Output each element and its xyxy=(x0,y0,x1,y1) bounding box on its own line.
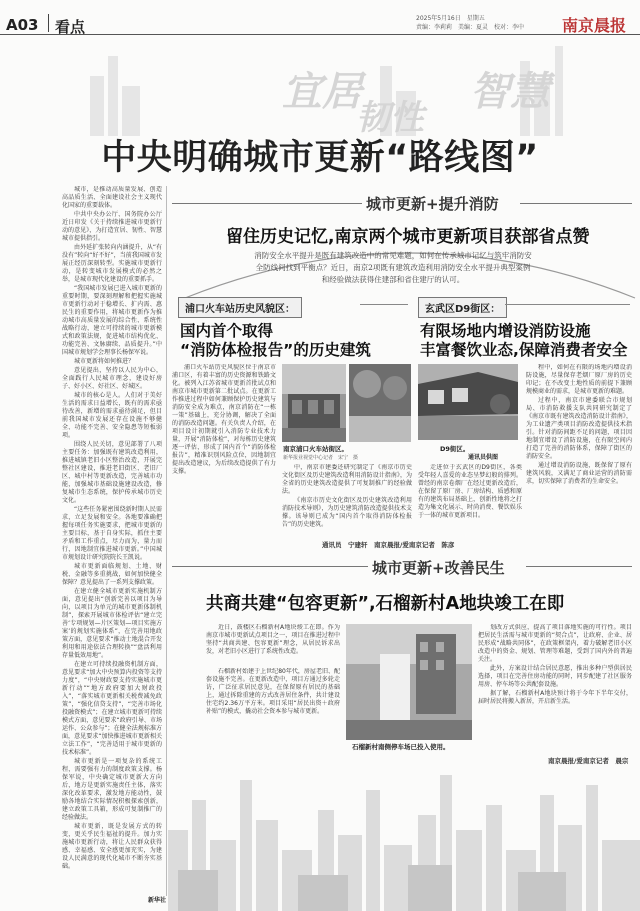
article2-title: 共商共建“包容更新”,石榴新村A地块竣工在即 xyxy=(206,594,565,614)
photo2-credit: 通讯员供图 xyxy=(468,454,499,461)
photo1-caption: 南京浦口火车站街区。 xyxy=(283,445,348,453)
pukou-street-photo xyxy=(349,364,411,442)
banner-rule-left xyxy=(172,203,362,204)
agency-credit: 新华社 xyxy=(148,897,167,904)
paragraph: 通过增设消防设施，既保留了原有建筑风貌，又满足了商业运营的消防需求，切实保障了消费者的生命安全。 xyxy=(526,462,632,485)
paragraph: 中，南京市建委还研究制定了《南京市历史文化街区及历史建筑改造利用消防设计指南》，为全省的历史建筑改造提供了可复制推广的经验做法。 xyxy=(282,464,412,495)
paragraph: 《南京市历史文化街区及历史建筑改造利用消防技术导则》，为历史建筑消防改造提供技术支撑。该导则已成为“国内首个取得消防体检报告”的历史建筑。 xyxy=(282,497,412,528)
paragraph: 划改方式供应，提高了项目落地实施的可行性。项目把居民生活需与城市更新的“契合点”，让政府、企业、居民形成“战略共同体”，在政策框架内，着力破解老旧小区改造中的资金、规划、管理等难题，受到了国内外的普遍关注。 xyxy=(478,624,632,663)
left-column-article xyxy=(62,186,162,892)
paragraph: 城市更新将如何推进？ xyxy=(74,358,135,365)
paragraph: 城市的核心是人。人们对于美好生活的需求日益增长，既有的需求亟待改善，新增的需求亟待满足，但目前我国城市发展还存在设施不够健全、功能不完善、安全隐患等短板弱项。 xyxy=(62,392,162,439)
city-skyline-illustration xyxy=(168,760,640,911)
paragraph: 走进位于玄武区的D9街区，各类受年轻人喜爱的业态呈梦幻般的排列。曾经的南京卷烟厂在经过更新改造后，在保留了原厂房、厂房结构、质感和原有的建筑布局基础上，创新性地将之打造为集文化展示、时尚消费、餐饮娱乐于一体的城市更新项目。 xyxy=(418,464,522,519)
photo3-caption: 石榴新村南侧停车场已投入使用。 xyxy=(352,743,450,751)
paragraph: 在建立健全城市更新实施机制方面，意见提出“创新完善以项目为导向，以项目为单元的城市更新体制机制”，探索开展城市体检评估“建立完善‘专项规划—片区策划—项目实施方案’的规划实施体系”，在完善用地政策方面，意见要求“推动土地混合开发利用和用途依法合理转换”“盘活利用存量低效用地”。 xyxy=(62,588,162,659)
newspaper-logo: 南京晨报 xyxy=(561,16,626,35)
article2-col2 xyxy=(206,668,340,758)
page-header xyxy=(0,0,640,35)
article1-body-right-b xyxy=(526,364,632,534)
paragraph: 城市更新是一项复杂的系统工程，需要强有力的制度政策支撑。杨保军说，中央确定城市更新大方向后，地方是更新实施责任主体，落实深化改革要求，激发地方能动性，鼓励各地结合实际情况积极探索创新，建立政策工具箱，形成可复制推广的经验做法。 xyxy=(62,758,162,821)
paragraph: 在建立可持续投融资机制方面，意见要求“加大中央预算内投资等支持力度”，“中央财政要支持实施城市更新行动”“地方政府要加大财政投入”，“落实城市更新相关税费减免政策”，“强化信贷支持”，“完善市场化投融资模式”；在建立城市更新可持续模式方面，意见要求“政府引导、市场运作、公众参与”；在健全法规标准方面，意见要求“加快推进城市更新相关立法工作”，“完善适用于城市更新的技术标准”。 xyxy=(62,661,162,756)
article2-col1 xyxy=(206,624,340,666)
column-divider xyxy=(166,186,167,896)
tag-rule xyxy=(505,304,630,305)
paragraph: 浦口火车站历史风貌区位于南京市浦口区，有着丰富的历史资源和铁路文化。被列入江苏省城市更新首批试点和南京市城市更新第二批试点。在更新工作推进过程中如何兼顾保护历史建筑与消防安全成为难点，南京消防在“一栋一策”基础上，充分协调，解决了全面的消防改造问题。有关负责人介绍，在项目设计初期就引入消防专业技术力量，开展“消防体检”，对每栋历史建筑逐一评估，形成了国内首个“消防体检报告”，精准识别风险点位，因地制宜提出改造建议，为后续改造提供了有力支撑。 xyxy=(172,364,276,475)
paragraph: “这些任务紧密围绕新时期人民需求，立足发展和安全。各地要准确把握每项任务实施要求，把城市更新的主要目标，基于自身实际，抓住主要矛盾和工作重点，尽力而为，量力而行，因地制宜推进城市更新。”中国城市规划设计研究院院长王凯说。 xyxy=(62,506,162,561)
photo2-caption: D9街区。 xyxy=(440,445,470,453)
section-tag-d9: 玄武区D9街区： xyxy=(418,297,507,318)
editor-credits: 责编：李莉莉 美编：夏灵 校对：李中 xyxy=(416,24,525,31)
main-headline: 中央明确城市更新“路线图” xyxy=(101,138,539,178)
banner-rule-left xyxy=(172,566,368,567)
paragraph: 此外，方案设计结合居民意愿，推出多种户型供居民选择，项目在完善住房功能的同时，同步配建了社区服务用房、停车场等公共配套设施。 xyxy=(478,665,632,688)
decor-word-livable: 宜居 xyxy=(282,68,362,115)
article1-title: 留住历史记忆,南京两个城市更新项目获部省点赞 xyxy=(226,227,590,247)
paragraph: 城市更新面临规划、土地、财税、金融等多重挑战，如何加快健全保障？意见提出了一系列支撑政策。 xyxy=(62,563,162,586)
article1-lead: 消防安全水平提升是既有建筑改造中的常见难题，如何在传承城市记忆与筑牢消防安全防线间找到平衡点？近日，南京2项既有建筑改造利用消防安全水平提升典型案例和经验做法获得住建部和省住建厅的认可。 xyxy=(254,251,532,284)
article1-body-right-a xyxy=(418,464,522,534)
banner-rule-right xyxy=(526,566,632,567)
article1-banner: 城市更新+提升消防 xyxy=(366,195,499,213)
paragraph: 城市，是推动高质量发展、创造高品质生活、全面建设社会主义现代化国家的重要载体。 xyxy=(62,186,162,209)
paragraph: 围绕人民关切，意见部署了八项主要任务：加强既有建筑改造利用，推进城镇老旧小区整治改造，开展完整社区建设，推进老旧街区、老旧厂区、城中村等更新改造，完善城市功能，加强城市基础设施建设改造，修复城市生态系统，保护传承城市历史文化。 xyxy=(62,441,162,504)
shiliu-village-photo xyxy=(346,624,472,740)
article1-body-mid xyxy=(282,464,412,534)
tag-rule xyxy=(360,304,408,305)
paragraph: 中共中央办公厅、国务院办公厅近日印发《关于持续推进城市更新行动的意见》，为打造宜居、韧性、智慧城市提供指引。 xyxy=(62,211,162,242)
article2-banner: 城市更新+改善民生 xyxy=(372,559,505,577)
decor-word-resilient: 韧性 xyxy=(356,98,424,138)
article1-left-subtitle: 国内首个取得 “消防体检报告”的历史建筑 xyxy=(180,322,371,359)
article1-right-subtitle: 有限场地内增设消防设施 丰富餐饮业态,保障消费者安全 xyxy=(420,322,628,359)
d9-block-photo xyxy=(418,364,518,440)
paragraph: 由外延扩张转向内涵提升，从“有没有”转向“好不好”，当前我国城市发展正经历深刻转型。实施城市更新行动，是转变城市发展模式的必然之举，是城市现代化建设的重要抓手。 xyxy=(62,244,162,283)
header-divider xyxy=(48,14,49,32)
paragraph: 意见提出，坚持以人民为中心，全面践行人民城市理念，建设好房子、好小区、好社区、好城区。 xyxy=(62,367,162,390)
paragraph: 过程中，南京市建委联合市规划局、市消防救援支队共同研究制定了《南京市既有建筑改造消防设计指南》，为工业遗产类项目消防改造提供技术指引。针对消防间距不足的问题，项目因地制宜增设了消防设施，在有限空间内打造了完善的消防体系，保障了街区的消防安全。 xyxy=(526,397,632,460)
paragraph: 城市更新，既是发展方式的转变，更关乎民生福祉的提升。加力实施城市更新行动，将让人民群众获得感、幸福感、安全感更加充实，为建设人民满意的现代化城市不断夯实基础。 xyxy=(62,823,162,870)
banner-rule-right xyxy=(520,203,632,204)
issue-date: 2025年5月16日 星期五 xyxy=(416,15,485,22)
paragraph: “我国城市发展已进入城市更新的重要时期，要深刻理解和把握实施城市更新行动对于稳增长、扩内需、惠民生的重要作用，将城市更新作为推动城市高质量发展的综合性、系统性战略行动，建立可持续的城市更新模式和政策法规，促进城市结构优化、功能完善、文脉赓续、品质提升。”中国城市规划学会理事长杨保军说。 xyxy=(62,285,162,356)
paragraph: 据了解，石榴新村A地块预计将于今年下半年交付，届时居民将搬入新居，开启新生活。 xyxy=(478,690,632,705)
pukou-station-photo xyxy=(282,364,346,442)
article1-body-left xyxy=(172,364,276,534)
decor-word-smart: 智慧 xyxy=(470,68,550,115)
paragraph: 近日，鼓楼区石榴新村A地块竣工在即。作为南京市城市更新试点项目之一，项目在推进过程中坚持“共商共建、包容更新”理念，从居民诉求出发，对老旧小区进行了系统性改造。 xyxy=(206,624,340,655)
article2-col3 xyxy=(478,624,632,754)
photo1-credit: 新华报业视觉中心记者 宋宁 摄 xyxy=(283,455,359,461)
article2-byline: 南京晨报/爱南京记者 晨宗 xyxy=(548,757,629,765)
section-tag-pukou: 浦口火车站历史风貌区： xyxy=(178,297,302,318)
article1-byline: 通讯员 宁建轩 南京晨报/爱南京记者 陈彦 xyxy=(322,541,455,549)
paragraph: 程中，如何在有限的场地内增设消防设施，尽量保存老烟厂原厂房的历史印记；在不改变土地性质的前提下兼顾规模商业的需求，是城市更新的难题。 xyxy=(526,364,632,395)
paragraph: 石榴新村始建于上世纪80年代，房屋老旧、配套设施不完善。在更新改造中，项目方通过多轮走访，广泛征求居民意见，在保留原有居民的基础上，通过拆除重建的方式改善居住条件，共计建设住宅约2.36万平方米。项目采用“居民出资＋政府补贴”的模式，撬动社会资本参与城市更新。 xyxy=(206,668,340,715)
page-number: A03 xyxy=(6,16,39,34)
section-name: 看点 xyxy=(55,18,86,36)
